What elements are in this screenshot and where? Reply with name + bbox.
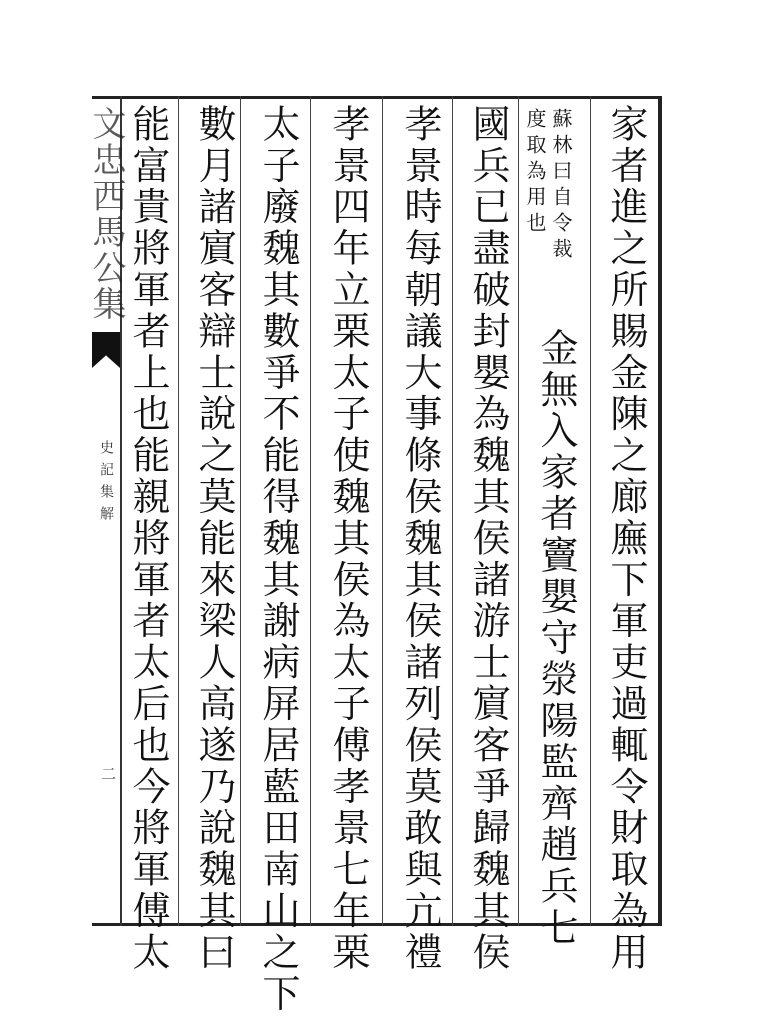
fore-edge bbox=[86, 96, 126, 926]
commentary-right: 蘇林曰自令裁 bbox=[549, 108, 573, 264]
text-column-8: 能富貴將軍者上也能親將軍者太后也今將軍傅太 bbox=[126, 104, 170, 974]
text-column-4: 孝景時每朝議大事條侯魏其侯諸列侯莫敢與亢禮 bbox=[398, 104, 442, 974]
column-divider bbox=[310, 96, 311, 926]
fore-edge-title: 文忠西馬公集 bbox=[86, 106, 126, 322]
column-divider bbox=[382, 96, 383, 926]
text-column-2: 金無入家者竇嬰守滎陽監齊趙兵七 bbox=[534, 328, 578, 949]
commentary-left: 度取為用也 bbox=[523, 108, 547, 238]
column-divider bbox=[178, 96, 179, 926]
fishtail-mark bbox=[92, 332, 120, 368]
page-number: 二 bbox=[99, 766, 117, 781]
text-column-7: 數月諸賔客辯士說之莫能來梁人高遂乃說魏其曰 bbox=[192, 104, 236, 974]
text-column-6: 太子廢魏其數爭不能得魏其謝病屏居藍田南山之下 bbox=[256, 104, 300, 1015]
column-divider bbox=[240, 96, 241, 926]
text-column-5: 孝景四年立栗太子使魏其侯為太子傅孝景七年栗 bbox=[326, 104, 370, 974]
column-divider bbox=[518, 96, 519, 926]
book-title: 史記集解 bbox=[98, 440, 114, 528]
column-divider bbox=[590, 96, 591, 926]
text-column-1: 家者進之所賜金陳之廊廡下軍吏過輒令財取為用 bbox=[604, 104, 648, 974]
column-divider bbox=[452, 96, 453, 926]
text-column-3: 國兵已盡破封嬰為魏其侯諸游士賔客爭歸魏其侯 bbox=[466, 104, 510, 974]
